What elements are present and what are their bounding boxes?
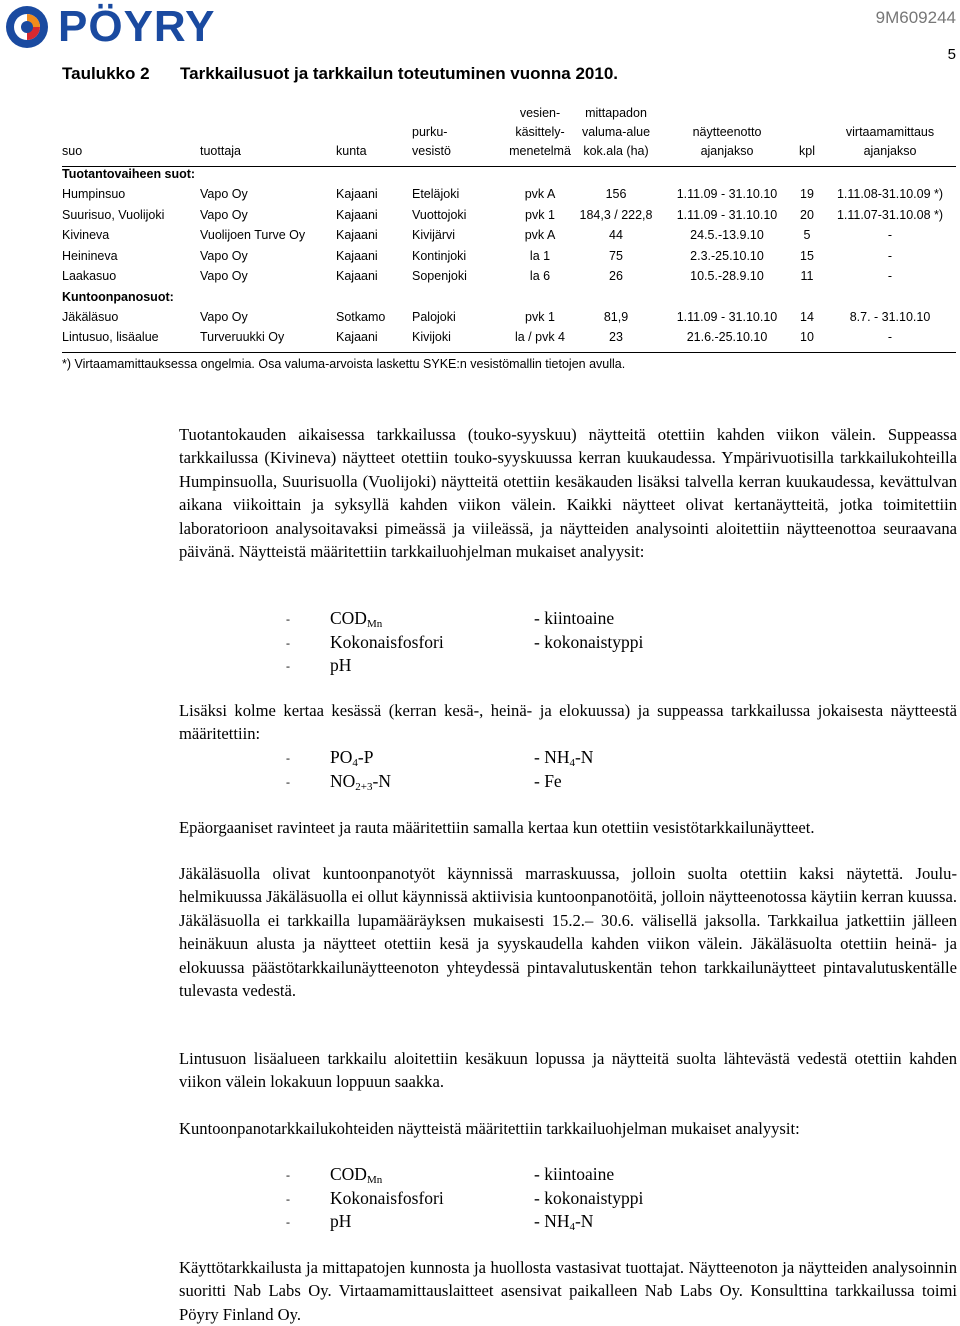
list-item-subscript: Mn xyxy=(366,1174,383,1186)
list-item-text: -N xyxy=(574,747,594,767)
table-cell-vesisto: Kivijoki xyxy=(412,330,451,344)
table-row xyxy=(62,246,958,267)
table-cell-menetelma: pvk 1 xyxy=(525,309,555,324)
list-item-subscript: 4 xyxy=(569,1221,575,1233)
table-cell-kunta: Kajaani xyxy=(336,187,378,201)
table-cell-ala: 44 xyxy=(609,228,623,242)
table-cell-suo: Kivineva xyxy=(62,228,110,242)
list-item-text: -N xyxy=(372,770,391,791)
table-cell-tuottaja: Vapo Oy xyxy=(200,207,248,222)
table-cell-menetelma: la / pvk 4 xyxy=(514,330,566,344)
table-cell-kpl: 20 xyxy=(800,207,814,222)
table-cell-jakso: 21.6.-25.10.10 xyxy=(686,330,768,344)
company-logo xyxy=(4,4,215,50)
list-item-text: - NH xyxy=(534,1211,570,1231)
list-item-text: - kiintoaine xyxy=(534,608,615,628)
table-cell-jakso: 1.11.09 - 31.10.10 xyxy=(676,309,778,324)
table-row xyxy=(62,307,958,328)
table-cell-vesisto: Eteläjoki xyxy=(412,187,460,201)
paragraph-responsibilities: Käyttötarkkailusta ja mittapatojen kunnosta ja huollosta vastasivat tuottajat. Näytteenoton ja näytteiden analysoinnin suoritti Nab Labs Oy. Virtaamamittauslaitteet asensivat paikalleen Nab Labs Oy. Konsulttina tarkkailussa toimi Pöyry Finland Oy. xyxy=(179,1258,957,1324)
table-cell-kunta: Kajaani xyxy=(336,228,378,242)
header-cell: kunta xyxy=(336,144,367,158)
bullet: - xyxy=(286,751,290,765)
header-cell: purku- xyxy=(412,125,448,139)
table-cell-vesisto: Kontinjoki xyxy=(412,248,467,263)
table-bottom-line xyxy=(62,352,956,353)
header-cell: valuma-alue xyxy=(581,125,651,139)
table-cell-kunta: Kajaani xyxy=(336,207,378,222)
header-cell: virtaamamittaus xyxy=(845,125,935,139)
table-row xyxy=(62,225,958,246)
table-cell-suo: Humpinsuo xyxy=(62,187,126,201)
section-heading xyxy=(62,164,958,184)
paragraph-conditioning-analyses: Kuntoonpanotarkkailukohteiden näytteistä määritettiin tarkkailuohjelman mukaiset analyysit: xyxy=(179,1119,800,1138)
table-cell-ala: 81,9 xyxy=(603,309,629,324)
table-cell-jakso: 10.5.-28.9.10 xyxy=(690,269,764,283)
table-cell-kunta: Sotkamo xyxy=(336,309,386,324)
table-caption xyxy=(62,64,618,84)
paragraph-jakalasuo: Jäkäläsuolla olivat kuntoonpanotyöt käynnissä marraskuussa, jolloin suolta otettiin kaksi näytettä. Joulu-helmikuussa Jäkäläsuolla ei ollut käynnissä aktiivisia kuntoonpanotöitä, jolloin näytteenotossa käytiin kerran kuussa. Jäkäläsuolla ei tarkkailla lupamääräyksen mukaisesti 15.2.– 30.6. välisellä jaksolla. Tarkkailua jatkettiin jälleen heinäkuun alusta ja näytteet otettiin kesä ja syyskaudella kahden viikon välein. Jäkäläsuolta otettiin heinä- ja elokuussa päästötarkkailunäytteenoton yhteydessä pintavalutuskentän tehon tarkkailunäytteet pintavalutuskentälle tulevasta vedestä. xyxy=(179,864,957,1001)
table-cell-suo: Laakasuo xyxy=(62,269,117,283)
table-cell-menetelma: pvk A xyxy=(524,187,556,201)
table-cell-menetelma: la 6 xyxy=(529,269,551,283)
header-cell: ajanjakso xyxy=(700,144,754,158)
production-rows xyxy=(62,184,958,287)
bullet: - xyxy=(286,774,290,789)
list-item-text: Kokonaisfosfori xyxy=(330,631,444,652)
table-cell-tuottaja: Vapo Oy xyxy=(200,187,248,201)
list-item-subscript: Mn xyxy=(366,618,383,630)
header-row-1 xyxy=(62,104,958,123)
conditioning-rows xyxy=(62,307,958,348)
list-item-text: -N xyxy=(574,1211,594,1231)
bullet: - xyxy=(286,635,290,650)
table-cell-virta: 1.11.07-31.10.08 *) xyxy=(836,207,944,222)
paragraph-sampling: Tuotantokauden aikaisessa tarkkailussa (touko-syyskuu) näytteitä otettiin kahden viikon välein. Suppeassa tarkkailussa (Kivineva) näytteet otettiin touko-syyskuussa kerran kuukaudessa. Ympärivuotisilla tarkkailukohteilla Humpinsuolla, Suurisuolla (Vuolijoki) näytteitä otettiin kesäkauden lisäksi talvella kerran kuukaudessa, kevättulvan aikana viikoittain ja syksyllä kahden viikon välein. Kaikki näytteet olivat kertanäytteitä, jotka toimitettiin laboratorioon analysoitavaksi pimeässä ja viileässä, ja näytteiden analysointi aloitettiin näytteenottoa seuraavana päivänä. Näytteistä määritettiin tarkkailuohjelman mukaiset analyysit: xyxy=(179,425,957,562)
list-item-subscript: 2+3 xyxy=(355,780,373,793)
header-cell: mittapadon xyxy=(585,106,647,120)
section-title: Kuntoonpanosuot: xyxy=(62,289,174,304)
bullet: - xyxy=(286,1168,290,1182)
list-item-text: - NH xyxy=(534,747,570,767)
page-number: 5 xyxy=(947,46,956,63)
header-cell: kok.ala (ha) xyxy=(583,144,649,158)
table-cell-ala: 156 xyxy=(605,187,627,201)
paragraph-inorganic: Epäorgaaniset ravinteet ja rauta määritettiin samalla kertaa kun otettiin vesistötarkkailunäytteet. xyxy=(179,818,815,837)
list-item-text: -P xyxy=(357,747,374,767)
header-cell: käsittely- xyxy=(515,125,565,139)
list-item-text: NO xyxy=(330,770,356,791)
table-cell-suo: Heinineva xyxy=(62,248,118,263)
table-cell-suo: Suurisuo, Vuolijoki xyxy=(62,207,165,222)
list-item-text: COD xyxy=(330,608,367,628)
bullet: - xyxy=(286,1215,290,1229)
table-cell-virta: 1.11.08-31.10.09 *) xyxy=(836,187,944,201)
table-cell-tuottaja: Turveruukki Oy xyxy=(200,330,285,344)
list-item-text: pH xyxy=(330,655,352,675)
monitoring-table xyxy=(62,104,958,348)
table-cell-vesisto: Sopenjoki xyxy=(412,269,467,283)
bullet: - xyxy=(286,659,290,673)
document-id: 9M609244 xyxy=(875,8,956,27)
table-cell-kunta: Kajaani xyxy=(336,248,378,263)
header-cell: vesien- xyxy=(519,106,561,120)
table-cell-vesisto: Palojoki xyxy=(412,309,456,324)
logo-mark-icon xyxy=(4,4,50,50)
table-cell-vesisto: Vuottojoki xyxy=(412,207,467,222)
table-cell-virta: - xyxy=(887,248,893,263)
table-row xyxy=(62,184,958,205)
table-cell-tuottaja: Vapo Oy xyxy=(200,248,248,263)
table-cell-ala: 184,3 / 222,8 xyxy=(579,207,653,222)
list-item-text: PO xyxy=(330,747,353,767)
table-cell-virta: 8.7. - 31.10.10 xyxy=(849,309,931,324)
table-cell-jakso: 24.5.-13.9.10 xyxy=(690,228,764,242)
table-cell-menetelma: pvk 1 xyxy=(525,207,555,222)
list-item-text: - kokonaistyppi xyxy=(534,631,644,652)
table-cell-tuottaja: Vuolijoen Turve Oy xyxy=(200,228,306,242)
table-cell-ala: 23 xyxy=(609,330,623,344)
bullet: - xyxy=(286,612,290,626)
table-cell-vesisto: Kivijärvi xyxy=(412,228,456,242)
list-item-text: - kokonaistyppi xyxy=(534,1187,644,1208)
header-cell: kpl xyxy=(799,144,815,158)
list-item-subscript: 4 xyxy=(569,757,575,769)
list-item-text: - kiintoaine xyxy=(534,1164,615,1184)
header-row-2 xyxy=(62,123,958,142)
table-row xyxy=(62,205,958,226)
header-cell: ajanjakso xyxy=(863,144,917,158)
table-cell-kpl: 19 xyxy=(800,187,814,201)
header-cell: menetelmä xyxy=(509,144,571,158)
table-cell-kpl: 14 xyxy=(800,309,814,324)
table-cell-kunta: Kajaani xyxy=(336,330,378,344)
caption-label: Taulukko 2 xyxy=(62,64,150,83)
logo-text: PÖYRY xyxy=(58,2,216,51)
list-item-text: - Fe xyxy=(534,770,562,791)
table-cell-kpl: 15 xyxy=(800,248,814,263)
list-item-text: COD xyxy=(330,1164,367,1184)
table-cell-jakso: 1.11.09 - 31.10.10 xyxy=(676,187,778,201)
table-cell-menetelma: pvk A xyxy=(524,228,556,242)
table-cell-tuottaja: Vapo Oy xyxy=(200,309,248,324)
bullet: - xyxy=(286,1191,290,1206)
list-item-subscript: 4 xyxy=(352,757,358,769)
table-row xyxy=(62,266,958,287)
table-row xyxy=(62,327,958,348)
table-cell-virta: - xyxy=(887,330,893,344)
table-cell-ala: 75 xyxy=(609,248,623,263)
table-cell-virta: - xyxy=(887,269,893,283)
list-item-text: pH xyxy=(330,1211,352,1231)
section-heading xyxy=(62,287,958,307)
table-cell-tuottaja: Vapo Oy xyxy=(200,269,248,283)
table-footnote: *) Virtaamamittauksessa ongelmia. Osa valuma-arvoista laskettu SYKE:n vesistömallin tietojen avulla. xyxy=(62,357,626,371)
table-cell-suo: Lintusuo, lisäalue xyxy=(62,330,159,344)
table-cell-jakso: 2.3.-25.10.10 xyxy=(690,248,764,263)
section-title: Tuotantovaiheen suot: xyxy=(62,167,196,181)
table-cell-suo: Jäkäläsuo xyxy=(62,309,119,324)
caption-title: Tarkkailusuot ja tarkkailun toteutuminen vuonna 2010. xyxy=(180,64,619,83)
table-cell-menetelma: la 1 xyxy=(529,248,551,263)
table-cell-kunta: Kajaani xyxy=(336,269,378,283)
table-cell-virta: - xyxy=(887,228,893,242)
paragraph-summer-analyses: Lisäksi kolme kertaa kesässä (kerran kesä-, heinä- ja elokuussa) ja suppeassa tarkkailussa jokaisesta näytteestä määritettiin: xyxy=(179,701,957,744)
header-cell: tuottaja xyxy=(200,144,242,158)
header-cell: näytteenotto xyxy=(692,125,762,139)
header-cell: vesistö xyxy=(412,144,451,158)
list-item-text: Kokonaisfosfori xyxy=(330,1187,444,1208)
table-cell-jakso: 1.11.09 - 31.10.10 xyxy=(676,207,778,222)
table-cell-kpl: 10 xyxy=(800,330,814,344)
paragraph-lintusuo: Lintusuon lisäalueen tarkkailu aloitettiin kesäkuun lopussa ja näytteitä suolta lähtevästä vedestä otettiin kahden viikon välein lokakuun loppuun saakka. xyxy=(179,1049,957,1092)
table-cell-kpl: 11 xyxy=(800,269,814,283)
table-cell-kpl: 5 xyxy=(803,228,811,242)
header-cell: suo xyxy=(62,144,83,158)
table-cell-ala: 26 xyxy=(609,269,623,283)
header-row-3 xyxy=(62,142,958,161)
